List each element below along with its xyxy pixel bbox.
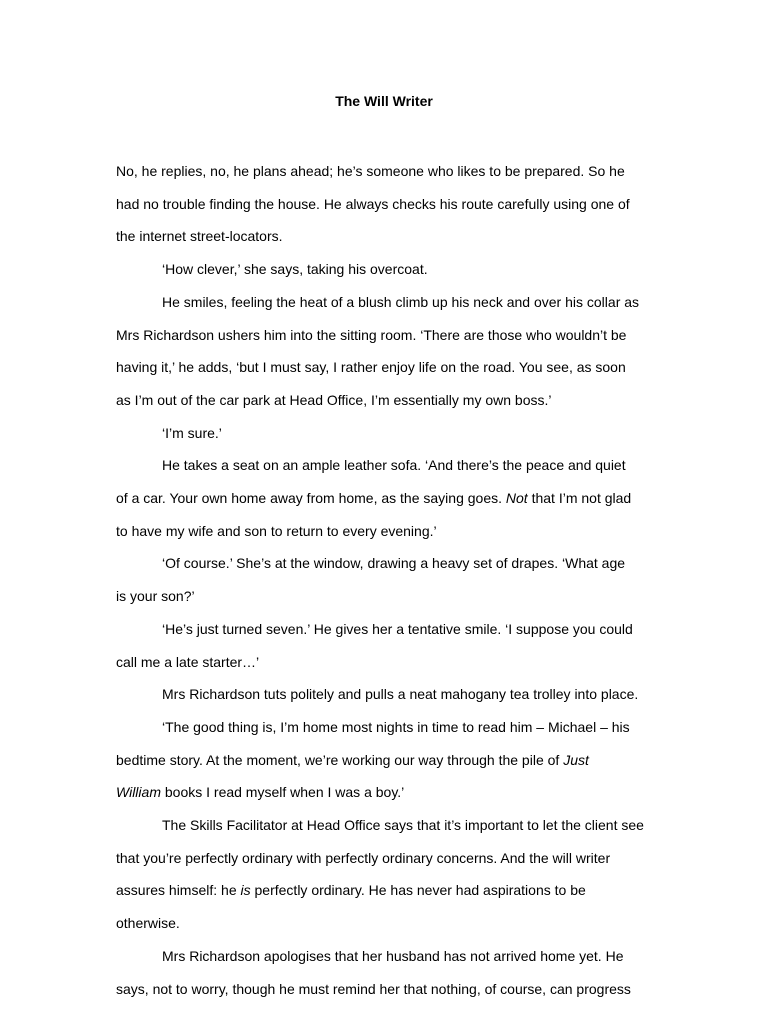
body-line-16: call me a late starter…’: [116, 653, 260, 670]
story-body: [116, 155, 656, 1005]
body-line-11-emphasis: Not: [505, 490, 528, 507]
body-line-11-pre: of a car. Your own home away from home, as the saying goes.: [116, 490, 506, 507]
body-line-26: says, not to worry, though he must remind her that nothing, of course, can progress: [116, 980, 631, 997]
body-line-3: the internet street-locators.: [116, 228, 283, 245]
body-line-20: [116, 776, 656, 809]
body-line-23: [116, 874, 656, 907]
body-line-10: He takes a seat on an ample leather sofa. ‘And there’s the peace and quiet: [162, 457, 626, 474]
body-line-19: [116, 744, 656, 777]
document-title: The Will Writer: [335, 93, 433, 109]
body-line-24: otherwise.: [116, 915, 180, 932]
body-line-15: ‘He’s just turned seven.’ He gives her a tentative smile. ‘I suppose you could: [162, 620, 633, 637]
body-line-1: No, he replies, no, he plans ahead; he’s someone who likes to be prepared. So he: [116, 163, 625, 179]
body-line-21: The Skills Facilitator at Head Office says that it’s important to let the client see: [162, 817, 644, 834]
body-line-23-post: perfectly ordinary. He has never had aspirations to be: [250, 882, 586, 899]
body-line-9: ‘I’m sure.’: [162, 424, 222, 441]
body-line-20-post: books I read myself when I was a boy.’: [160, 784, 405, 801]
body-line-7: having it,’ he adds, ‘but I must say, I rather enjoy life on the road. You see, as soon: [116, 359, 626, 376]
body-line-19-emphasis: Just: [563, 751, 589, 768]
body-line-13: ‘Of course.’ She’s at the window, drawing a heavy set of drapes. ‘What age: [162, 555, 626, 572]
body-line-12: to have my wife and son to return to every evening.’: [116, 522, 437, 539]
body-line-8: as I’m out of the car park at Head Office, I’m essentially my own boss.’: [116, 391, 552, 408]
body-line-2: had no trouble finding the house. He always checks his route carefully using one of: [116, 195, 630, 212]
body-line-4: ‘How clever,’ she says, taking his overcoat.: [162, 261, 428, 278]
body-line-20-emphasis: William: [116, 784, 161, 801]
body-line-18: ‘The good thing is, I’m home most nights in time to read him – Michael – his: [162, 718, 630, 735]
body-line-19-pre: bedtime story. At the moment, we’re working our way through the pile of: [116, 751, 564, 768]
body-line-14: is your son?’: [116, 588, 195, 605]
body-line-25: Mrs Richardson apologises that her husband has not arrived home yet. He: [162, 947, 624, 964]
body-line-6: Mrs Richardson ushers him into the sitting room. ‘There are those who wouldn’t be: [116, 326, 627, 343]
body-line-23-pre: assures himself: he: [116, 882, 241, 899]
body-line-23-emphasis: is: [240, 882, 251, 899]
body-line-5: He smiles, feeling the heat of a blush climb up his neck and over his collar as: [162, 293, 640, 310]
body-line-11-post: that I’m not glad: [527, 490, 632, 507]
body-line-17: Mrs Richardson tuts politely and pulls a neat mahogany tea trolley into place.: [162, 686, 639, 703]
body-line-11: [116, 482, 656, 515]
body-line-22: that you’re perfectly ordinary with perfectly ordinary concerns. And the will writer: [116, 849, 611, 866]
